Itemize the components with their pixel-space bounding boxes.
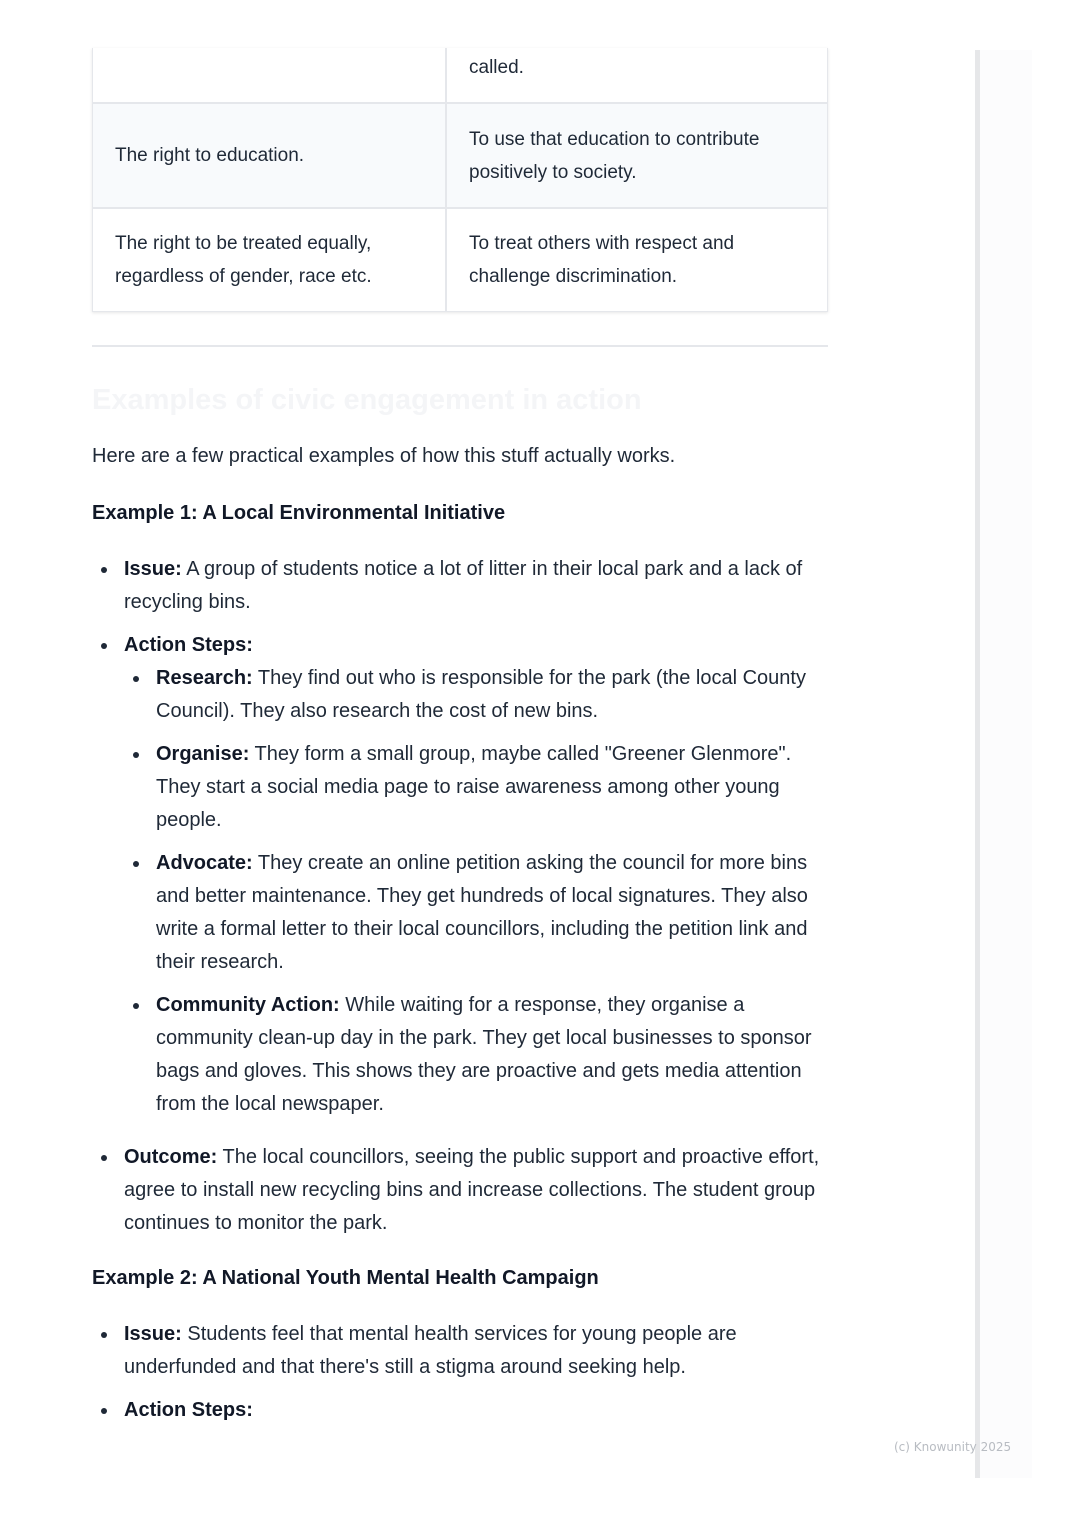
example-2-list [92, 1318, 828, 1427]
table-cell-responsibility: called. [469, 57, 524, 78]
table-row [93, 102, 827, 207]
action-steps-sublist [124, 662, 828, 1121]
table-cell-responsibility: To treat others with respect and challenge discrimination. [469, 233, 735, 287]
outcome-text: The local councillors, seeing the public support and proactive effort, agree to install new recycling bins and increase collections. The student group continues to monitor the park. [124, 1146, 820, 1234]
step-label: Research: [156, 667, 253, 689]
example-1-title: Example 1: A Local Environmental Initiative [92, 502, 506, 524]
sidebar-panel [975, 50, 1032, 1478]
step-text: They create an online petition asking the council for more bins and better maintenance. They get hundreds of local signatures. They also write a formal letter to their local councillors, including the petition link and their research. [156, 852, 808, 973]
list-item-issue [92, 1318, 828, 1384]
action-steps-label: Action Steps: [124, 634, 253, 656]
issue-text: A group of students notice a lot of litter in their local park and a lack of recycling bins. [124, 558, 803, 613]
table-row [93, 48, 827, 102]
table-cell-responsibility: To use that education to contribute positively to society. [469, 128, 760, 183]
step-label: Community Action: [156, 994, 340, 1016]
list-item-step [124, 738, 828, 837]
intro-paragraph: Here are a few practical examples of how this stuff actually works. [92, 445, 676, 467]
action-steps-label: Action Steps: [124, 1399, 253, 1421]
list-item-outcome [92, 1141, 828, 1240]
step-text: While waiting for a response, they organise a community clean-up day in the park. They get local businesses to sponsor bags and gloves. This shows they are proactive and gets media attention from the local newspaper. [156, 994, 812, 1115]
list-item-step [124, 662, 828, 728]
table-cell-right: The right to be treated equally, regardless of gender, race etc. [93, 209, 447, 311]
list-item-action-steps [92, 1394, 828, 1427]
issue-label: Issue: [124, 1323, 182, 1345]
section-heading: Examples of civic engagement in action [92, 384, 642, 416]
section-divider [92, 345, 828, 347]
table-row [93, 207, 827, 311]
outcome-label: Outcome: [124, 1146, 218, 1168]
table-cell-right: The right to education. [93, 104, 447, 207]
example-1-list [92, 553, 828, 1240]
step-label: Advocate: [156, 852, 253, 874]
copyright-footer: (c) Knowunity 2025 [894, 1440, 1012, 1454]
step-label: Organise: [156, 743, 250, 765]
table-cell-right [93, 48, 447, 102]
list-item-action-steps [92, 629, 828, 1121]
list-item-issue [92, 553, 828, 619]
rights-responsibilities-table [92, 48, 828, 312]
step-text: They find out who is responsible for the park (the local County Council). They also research the cost of new bins. [156, 667, 806, 722]
example-2-title: Example 2: A National Youth Mental Health Campaign [92, 1267, 599, 1289]
issue-text: Students feel that mental health services for young people are underfunded and that there's still a stigma around seeking help. [124, 1323, 737, 1378]
issue-label: Issue: [124, 558, 182, 580]
list-item-step [124, 847, 828, 979]
sidebar-divider [975, 50, 980, 1478]
step-text: They form a small group, maybe called "Greener Glenmore". They start a social media page to raise awareness among other young people. [156, 743, 792, 831]
list-item-step [124, 989, 828, 1121]
